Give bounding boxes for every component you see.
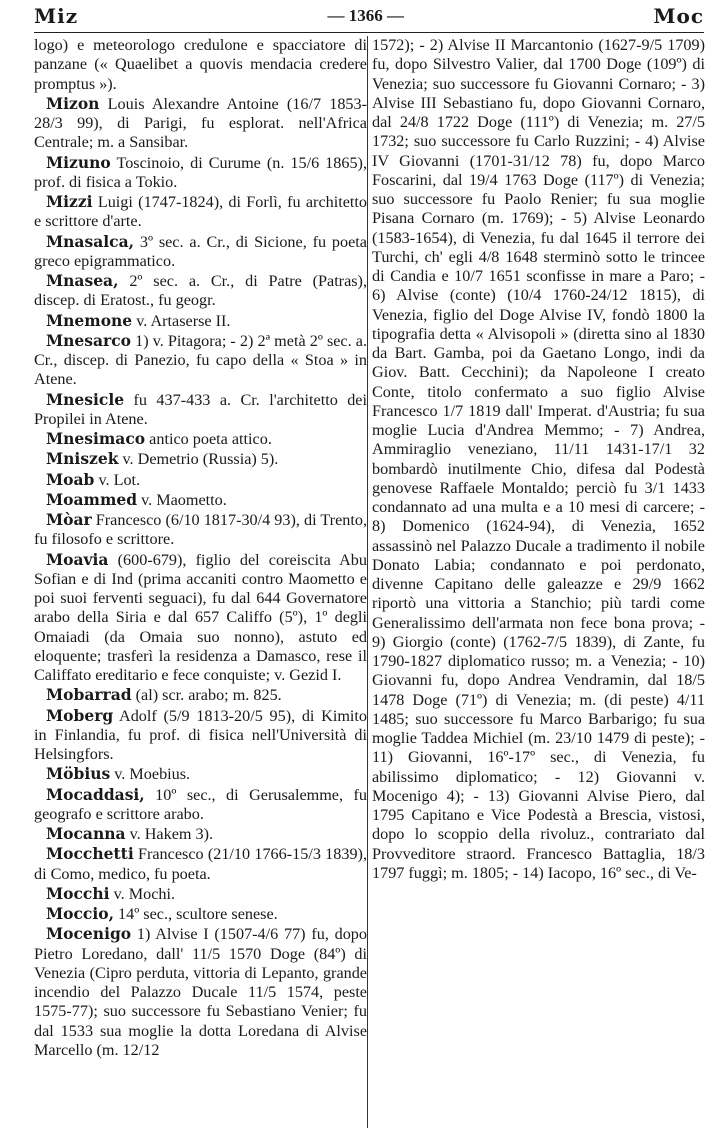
headword: Moccio, (46, 904, 114, 923)
entry-text: 14º sec., scultore senese. (114, 905, 278, 923)
headword: Mizuno (46, 152, 111, 172)
entry-text: v. Demetrio (Russia) 5). (118, 450, 279, 469)
entry-mnesicle (34, 390, 367, 430)
entry-mocanna (34, 824, 367, 844)
entry-moab (34, 470, 367, 490)
entry-moberg (34, 706, 367, 765)
entry-text: v. Mochi. (109, 884, 176, 903)
entry-text: 1) v. Pitagora; - 2) 2ª metà 2º sec. a. Cr., discep. di Panezio, fu capo della « Stoa » in Atene. (34, 331, 367, 389)
headword: Mocenigo (46, 924, 132, 944)
entry-moar (34, 510, 367, 550)
entry-text: v. Hakem 3). (125, 825, 214, 843)
headword: Mocchi (46, 883, 110, 903)
page-number: — 1366 — (327, 6, 404, 25)
entry-continuation (34, 36, 367, 94)
entry-text: 1572); - 2) Alvise II Marcantonio (1627-9/5 1709) fu, dopo Silvestro Valier, dal 1700 Doge (109º) di Venezia; suo successore fu Giovanni Cornaro; - 3) Alvise III Sebastiano fu, dopo Giovanni Cornaro, dal 24/8 1722 Doge (111º) di Venezia; m. 27/5 1732; suo successore fu Carlo Ruzzini; - 4) Alvise IV Giovanni (1701-31/12 78) fu, dopo Marco Foscarini, dal 19/4 1763 Doge (117º) di Venezia; suo successore fu Paolo Renier; fu sua moglie Pisana Cornaro (m. 1769); - 5) Alvise Leonardo (1583-1654), di Venezia, fu dal 1645 il terrore dei Turchi, ch' egli 4/8 1648 sterminò sotto le trincee di Candia e 10/7 1651 sconfisse in mare a Paro; - 6) Alvise (conte) (10/4 1760-24/12 1815), di Venezia, figlio del Doge Alvise IV, fondò 1800 la tipografia detta « Alvisopoli » (diretta sino al 1830 da Bart. Gamba, poi da Gaetano Longo, indi da Giov. Batt. Cecchini); da Napoleone I creato Conte, titolo confermato a suo figlio Alvise Francesco 1/7 1819 dall' Imperat. d'Austria; fu sua moglie Lucia d'Andrea Memmo; - 7) Andrea, Ammiraglio veneziano, 11/11 1431-17/1 32 bombardò inutilmente Chio, difesa dal Podestà genovese Raffaele Montaldo; perciò fu 3/1 1433 condannato ad una multa e a 10 mesi di carcere; - 8) Domenico (1624-94), di Venezia, 1652 assassinò nel Palazzo Ducale a tradimento il nobile Donato Labia; condannato e poi perdonato, divenne Capitano delle galeazze e 29/9 1662 riportò una vittoria a Stanchio; più tardi come Generalissimo dell'armata non fece bona prova; - 9) Giorgio (conte) (1762-7/5 1839), di Zante, fu 1790-1827 diplomatico russo; m. a Venezia; - 10) Giovanni fu, dopo Andrea Vendramin, dal 18/5 1478 Doge (71º) di Venezia; m. (di peste) 4/11 1485; suo successore fu Marco Barbarigo; fu sua moglie Taddea Michiel (m. 23/10 1479 di peste); - 11) Giovanni, 16º-17º sec., di Venezia, fu abilissimo diplomatico; - 12) Giovanni v. Mocenigo 4); - 13) Giovanni Alvise Piero, dal 1795 Capitano e Vice Podestà a Brescia, vistosi, dopo lo scoppio della rivoluz., contrariato dal Provveditore straord. Francesco Battaglia, 18/3 1797 fuggì; m. 1805; - 14) Iacopo, 16º sec., di Ve- (372, 36, 705, 882)
headword: Mocaddasi, (46, 784, 145, 804)
entry-mnesimaco (34, 429, 367, 449)
entry-mocenigo (34, 924, 367, 1060)
right-column (372, 36, 705, 883)
headword: Moberg (46, 705, 114, 725)
entry-mocchi (34, 884, 367, 904)
headword: Mnesarco (46, 330, 132, 350)
headword: Moab (46, 469, 95, 489)
entry-mnemone (34, 311, 367, 331)
entry-mocaddasi (34, 785, 367, 825)
entry-text: Luigi (1747-1824), di Forlì, fu architetto e scrittore d'arte. (34, 193, 367, 231)
entry-moccio (34, 904, 367, 924)
entry-text: Francesco (21/10 1766-15/3 1839), di Como, medico, fu poeta. (34, 845, 367, 883)
entry-text: Francesco (6/10 1817-30/4 93), di Trento, fu filosofo e scrittore. (34, 511, 367, 549)
headword: Mnemone (46, 310, 133, 330)
entry-text: Toscinoio, di Curume (n. 15/6 1865), prof. di fisica a Tokio. (34, 153, 367, 191)
headword: Mnasalca, (46, 231, 135, 251)
entry-text: v. Moebius. (110, 765, 191, 784)
entry-text: Adolf (5/9 1813-20/5 95), di Kimito in Finlandia, fu prof. di fisica nell'Università di Helsingfors. (34, 706, 367, 763)
headword: Mòar (46, 510, 92, 529)
entry-text: Louis Alexandre Antoine (16/7 1853-28/3 99), di Parigi, fu esplorat. nell'Africa Centrale; m. a Sansibar. (34, 94, 367, 152)
entry-text: v. Maometto. (137, 490, 227, 509)
headword: Mocanna (46, 824, 126, 843)
entry-mniszek (34, 449, 367, 469)
entry-mobius (34, 764, 367, 784)
headword: Mniszek (46, 449, 119, 469)
right-guide-word: Moc (653, 4, 704, 28)
entry-mocenigo-continuation (372, 36, 705, 883)
headword: Mocchetti (46, 844, 134, 864)
headword: Mizon (46, 93, 100, 113)
entry-text: 3º sec. a. Cr., di Sicione, fu poeta greco epigrammatico. (34, 232, 367, 270)
headword: Mnesicle (46, 389, 125, 409)
headword: Möbius (46, 764, 111, 784)
entry-mobarrad (34, 685, 367, 705)
entry-mnesarco (34, 331, 367, 390)
headword: Mizzi (46, 192, 93, 211)
headword: Moavia (46, 549, 109, 569)
entry-text: antico poeta attico. (145, 430, 272, 448)
entry-moammed (34, 490, 367, 510)
entry-text: v. Lot. (94, 470, 141, 489)
entry-text: (al) scr. arabo; m. 825. (131, 686, 282, 705)
entry-mocchetti (34, 844, 367, 884)
entry-text: logo) e meteorologo credulone e spacciatore di panzane (« Quaelibet a quovis mendacia credere promptus »). (34, 36, 367, 93)
headword: Mnesimaco (46, 429, 146, 448)
entry-text: (600-679), figlio del coreiscita Abu Sofian e di Ind (prima accaniti contro Maometto e poi suoi ferventi seguaci), fu dal 644 Governatore arabo della Siria e dal 657 Califfo (5º), 1º degli Omaiadi (da Omaia suo nonno), astuto ed eloquente; trasferì la residenza a Damasco, rese il Califfato ereditario e fece conquiste; v. Gezid I. (34, 550, 367, 684)
entry-text: 2º sec. a. Cr., di Patre (Patras), discep. di Eratost., fu geogr. (34, 272, 367, 310)
entry-mizuno (34, 153, 367, 193)
entry-mizon (34, 94, 367, 153)
entry-text: 10º sec., di Gerusalemme, fu geografo e scrittore arabo. (34, 785, 367, 823)
left-column (34, 36, 367, 1060)
headword: Mnasea, (46, 271, 119, 290)
entry-mizzi (34, 192, 367, 232)
column-divider (367, 36, 368, 1128)
left-guide-word: Miz (34, 4, 79, 28)
headword: Mobarrad (46, 685, 132, 705)
entry-moavia (34, 550, 367, 686)
entry-text: 1) Alvise I (1507-4/6 77) fu, dopo Pietro Loredano, dall' 11/5 1570 Doge (84º) di Venezia (Cipro perduta, vittoria di Lepanto, grande incendio del Palazzo Ducale 11/5 1574, peste 1575-77); suo successore fu Sebastiano Venier; fu dal 1533 sua moglie la dotta Loredana di Alvise Marcello (m. 12/12 (34, 925, 367, 1059)
entry-text: fu 437-433 a. Cr. l'architetto dei Propilei in Atene. (34, 390, 367, 428)
header-rule (34, 32, 704, 33)
running-head (34, 4, 704, 28)
entry-mnasea (34, 271, 367, 311)
entry-text: v. Artaserse II. (132, 311, 231, 330)
headword: Moammed (46, 489, 138, 509)
entry-mnasalca (34, 232, 367, 272)
